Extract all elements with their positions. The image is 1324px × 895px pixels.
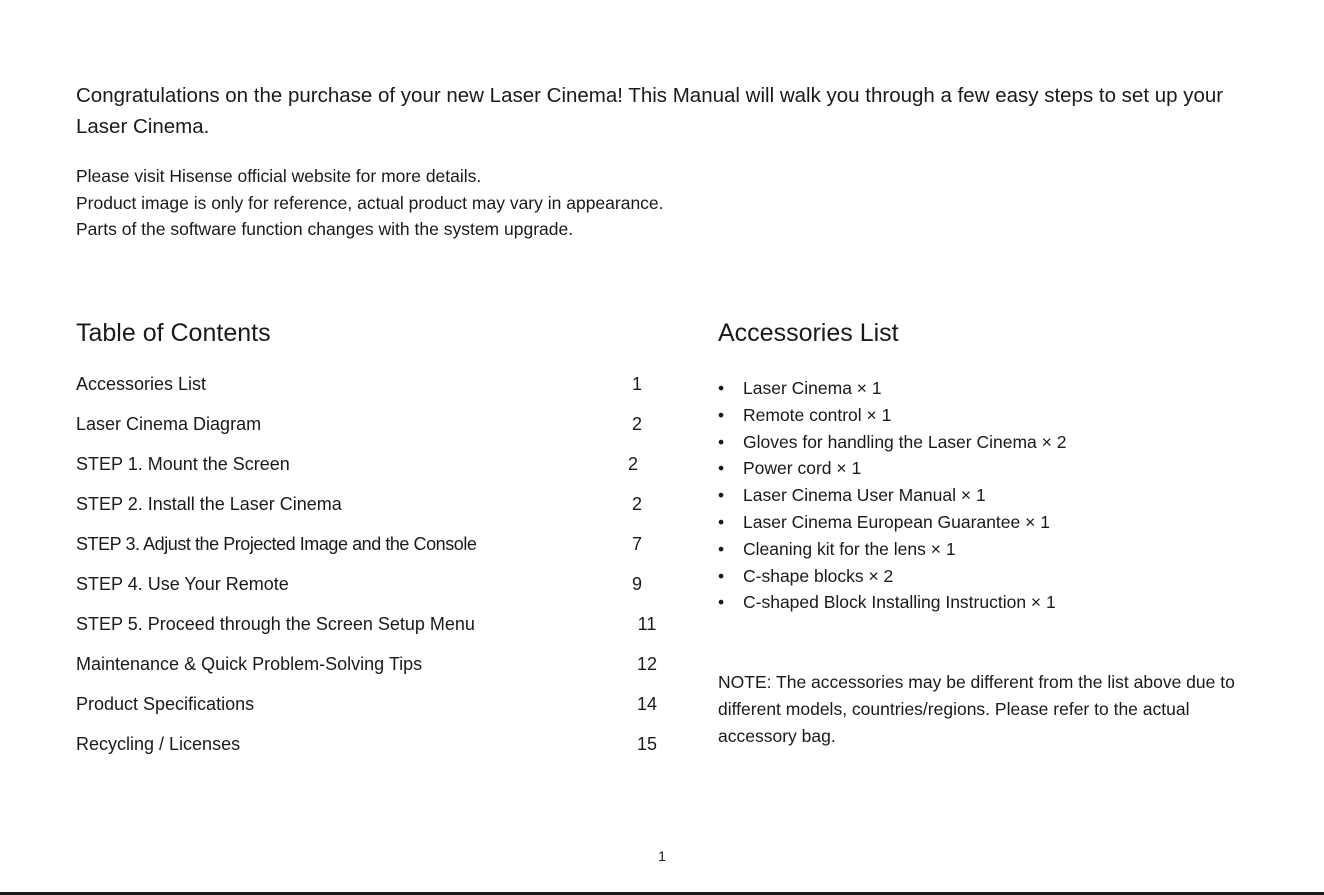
accessory-label: Laser Cinema European Guarantee × 1 bbox=[743, 511, 1050, 532]
accessories-heading: Accessories List bbox=[718, 319, 899, 347]
toc-entry-title: Laser Cinema Diagram bbox=[76, 414, 262, 434]
toc-entry bbox=[76, 490, 676, 530]
accessory-item bbox=[718, 455, 1066, 482]
toc-entry bbox=[76, 410, 676, 450]
toc-entry-title: Product Specifications bbox=[76, 694, 255, 714]
page-number: 1 bbox=[658, 848, 666, 864]
intro-notes bbox=[76, 163, 976, 243]
toc-entry-page: 7 bbox=[631, 534, 642, 554]
accessories-list bbox=[718, 375, 1066, 616]
accessory-item bbox=[718, 402, 1066, 429]
accessory-label: Remote control × 1 bbox=[743, 404, 892, 425]
bullet-icon: • bbox=[718, 431, 725, 452]
toc-entry-page: 2 bbox=[631, 494, 642, 514]
bullet-icon: • bbox=[718, 592, 725, 613]
toc-entry bbox=[76, 450, 676, 490]
toc-heading: Table of Contents bbox=[76, 319, 271, 347]
accessory-label: C-shape blocks × 2 bbox=[743, 565, 894, 586]
accessory-label: Gloves for handling the Laser Cinema × 2 bbox=[743, 431, 1067, 452]
toc-entry-page: 9 bbox=[631, 574, 642, 594]
toc-entry-page: 12 bbox=[636, 654, 658, 674]
bullet-icon: • bbox=[718, 538, 725, 559]
bullet-icon: • bbox=[718, 565, 725, 586]
toc-entry bbox=[76, 570, 676, 610]
toc-entry bbox=[76, 730, 676, 770]
toc-entry-title: Maintenance & Quick Problem-Solving Tips bbox=[76, 654, 423, 674]
toc-entry-page: 1 bbox=[631, 374, 642, 394]
intro-note-image: Product image is only for reference, actual product may vary in appearance. bbox=[76, 192, 664, 213]
toc-entry-title: Recycling / Licenses bbox=[76, 734, 241, 754]
toc-entry-page: 14 bbox=[636, 694, 658, 714]
accessory-item bbox=[718, 536, 1066, 563]
toc-list bbox=[76, 370, 676, 770]
accessory-label: Cleaning kit for the lens × 1 bbox=[743, 538, 956, 559]
accessory-label: Laser Cinema × 1 bbox=[743, 378, 882, 398]
bullet-icon: • bbox=[718, 511, 725, 532]
toc-entry bbox=[76, 610, 676, 650]
bullet-icon: • bbox=[718, 458, 725, 479]
accessory-item bbox=[718, 589, 1066, 616]
toc-entry bbox=[76, 650, 676, 690]
accessory-label: Power cord × 1 bbox=[743, 458, 862, 479]
accessory-item bbox=[718, 429, 1066, 456]
toc-entry bbox=[76, 370, 676, 410]
bullet-icon: • bbox=[718, 378, 725, 398]
accessory-label: C-shaped Block Installing Instruction × 1 bbox=[743, 592, 1056, 613]
toc-entry-page: 11 bbox=[637, 614, 657, 634]
toc-entry bbox=[76, 690, 676, 730]
toc-entry-title: STEP 5. Proceed through the Screen Setup Menu bbox=[76, 614, 475, 634]
accessory-item bbox=[718, 563, 1066, 590]
accessory-item bbox=[718, 509, 1066, 536]
bullet-icon: • bbox=[718, 485, 725, 506]
toc-entry-page: 2 bbox=[627, 454, 638, 474]
toc-entry-title: STEP 1. Mount the Screen bbox=[76, 454, 290, 474]
intro-note-software: Parts of the software function changes with the system upgrade. bbox=[76, 219, 574, 240]
accessory-item bbox=[718, 375, 1066, 402]
accessory-item bbox=[718, 482, 1066, 509]
toc-entry-title: Accessories List bbox=[76, 374, 207, 394]
toc-entry-title: STEP 2. Install the Laser Cinema bbox=[76, 494, 342, 514]
accessories-note: NOTE: The accessories may be different from the list above due to different models, countries/regions. Please refer to the actual accessory bag. bbox=[718, 672, 1235, 746]
toc-entry-title: STEP 4. Use Your Remote bbox=[76, 574, 289, 594]
toc-entry-title: STEP 3. Adjust the Projected Image and the Console bbox=[76, 534, 477, 554]
toc-entry bbox=[76, 530, 676, 570]
toc-entry-page: 15 bbox=[636, 734, 658, 754]
toc-entry-page: 2 bbox=[631, 414, 642, 434]
intro-note-website: Please visit Hisense official website for more details. bbox=[76, 166, 482, 186]
intro-paragraph: Congratulations on the purchase of your new Laser Cinema! This Manual will walk you through a few easy steps to set up your Laser Cinema. bbox=[76, 84, 1224, 138]
bullet-icon: • bbox=[718, 404, 725, 425]
accessory-label: Laser Cinema User Manual × 1 bbox=[743, 485, 986, 506]
